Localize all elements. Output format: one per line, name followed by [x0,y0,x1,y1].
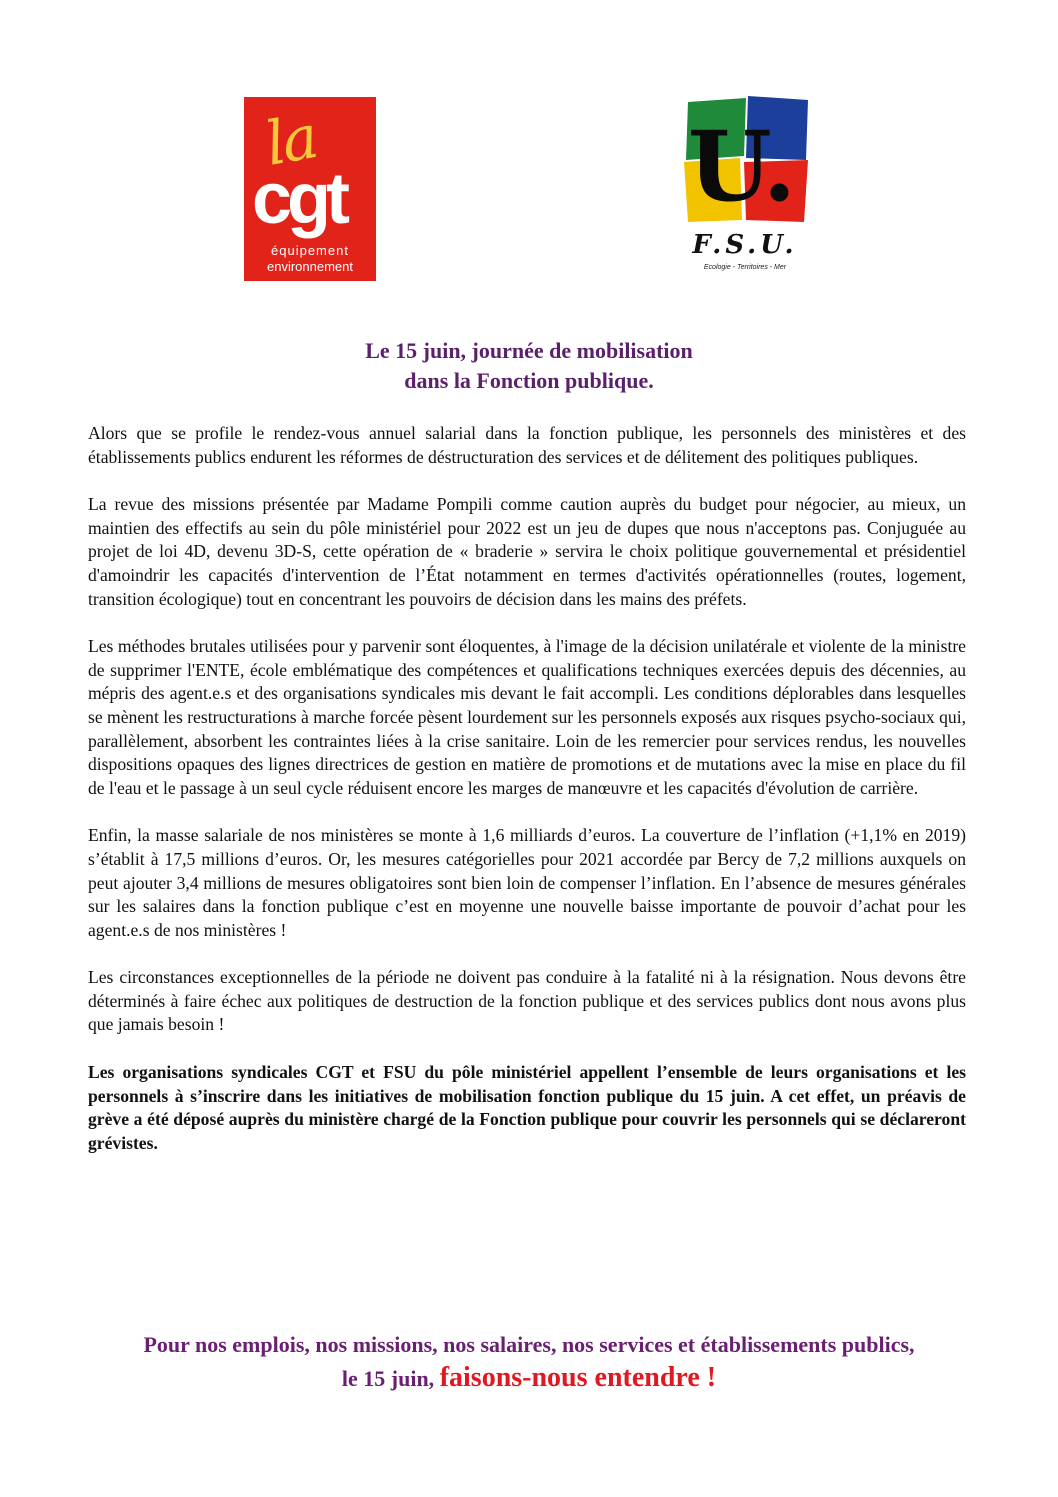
cgt-logo-la: la [260,102,321,180]
cgt-logo-name: cgt [252,159,345,239]
title-line-1: Le 15 juin, journée de mobilisation [365,338,693,363]
closing-line-2-prefix: le 15 juin, [341,1366,440,1391]
document-body [88,422,966,1179]
call-to-action-paragraph: Les organisations syndicales CGT et FSU du pôle ministériel appellent l’ensemble de leurs organisations et les personnels à s’inscrire dans les initiatives de mobilisation fonction publique du 15 juin. A cet effet, un préavis de grève a été déposé auprès du ministère chargé de la Fonction publique pour couvrir les personnels qui se déclareront grévistes. [88,1062,966,1153]
closing-line-1: Pour nos emplois, nos missions, nos salaires, nos services et établissements publics, [143,1332,915,1357]
fsu-logo-name: F.S.U. [692,230,798,260]
closing-emphasis: faisons-nous entendre ! [439,1362,717,1393]
document-title [0,336,1058,396]
body-paragraph: Les méthodes brutales utilisées pour y parvenir sont éloquentes, à l'image de la décision unilatérale et violente de la ministre de supprimer l'ENTE, école emblématique des compétences et qualifications techniques exercées depuis des décennies, au mépris des agent.e.s et des organisations syndicales mis devant le fait accompli. Les conditions déplorables dans lesquelles se mènent les restructurations à marche forcée pèsent lourdement sur les personnels exposés aux risques psycho-sociaux qui, parallèlement, absorbent les contraintes liées à la crise sanitaire. Loin de les remercier pour services rendus, les nouvelles dispositions opaques des lignes directrices de gestion en matière de promotions et de mutations avec la mise en place du fil de l'eau et le passage à un seul cycle réduisent encore les marges de manœuvre et les capacités d'évolution de carrière. [88,636,966,798]
cgt-logo-line2: environnement [267,259,353,274]
body-paragraph: Enfin, la masse salariale de nos ministères se monte à 1,6 milliards d’euros. La couverture de l’inflation (+1,1% en 2019) s’établit à 17,5 millions d’euros. Or, les mesures catégorielles pour 2021 accordée par Bercy de 7,2 millions auxquels on peut ajouter 3,4 millions de mesures obligatoires sont bien loin de compenser l’inflation. En l’absence de mesures générales sur les salaires dans la fonction publique c’est en moyenne une nouvelle baisse importante de pouvoir d’achat pour les agent.e.s de nos ministères ! [88,825,966,940]
cgt-logo-line1: équipement [271,243,349,258]
fsu-logo-blocks [684,96,810,224]
title-line-2: dans la Fonction publique. [404,368,654,393]
fsu-logo-tagline: Ecologie - Territoires - Mer [703,264,787,271]
closing-slogan [0,1330,1058,1397]
body-paragraph: Alors que se profile le rendez-vous annuel salarial dans la fonction publique, les personnels des ministères et des établissements publics endurent les réformes de déstructuration des services et de délitement des politiques publiques. [88,423,966,467]
cgt-logo [244,97,376,281]
closing-line-2 [0,1360,1058,1397]
fsu-logo-letter: U. [687,110,797,223]
body-paragraph: La revue des missions présentée par Madame Pompili comme caution auprès du budget pour négocier, au mieux, un maintien des effectifs au sein du pôle ministériel pour 2022 est un jeu de dupes que nous n'acceptons pas. Conjuguée au projet de loi 4D, devenu 3D-S, cette opération de « braderie » servira le choix politique gouvernemental et présidentiel d'amoindrir les capacités d'intervention de l’État notamment en termes d'activités opérationnelles (routes, logement, transition écologique) tout en concentrant les pouvoirs de décision dans les mains des préfets. [88,494,966,609]
fsu-logo [676,96,814,280]
body-paragraph: Les circonstances exceptionnelles de la période ne doivent pas conduire à la fatalité ni à la résignation. Nous devons être déterminés à faire échec aux politiques de destruction de la fonction publique et des services publics dont nous avons plus que jamais besoin ! [88,967,966,1035]
